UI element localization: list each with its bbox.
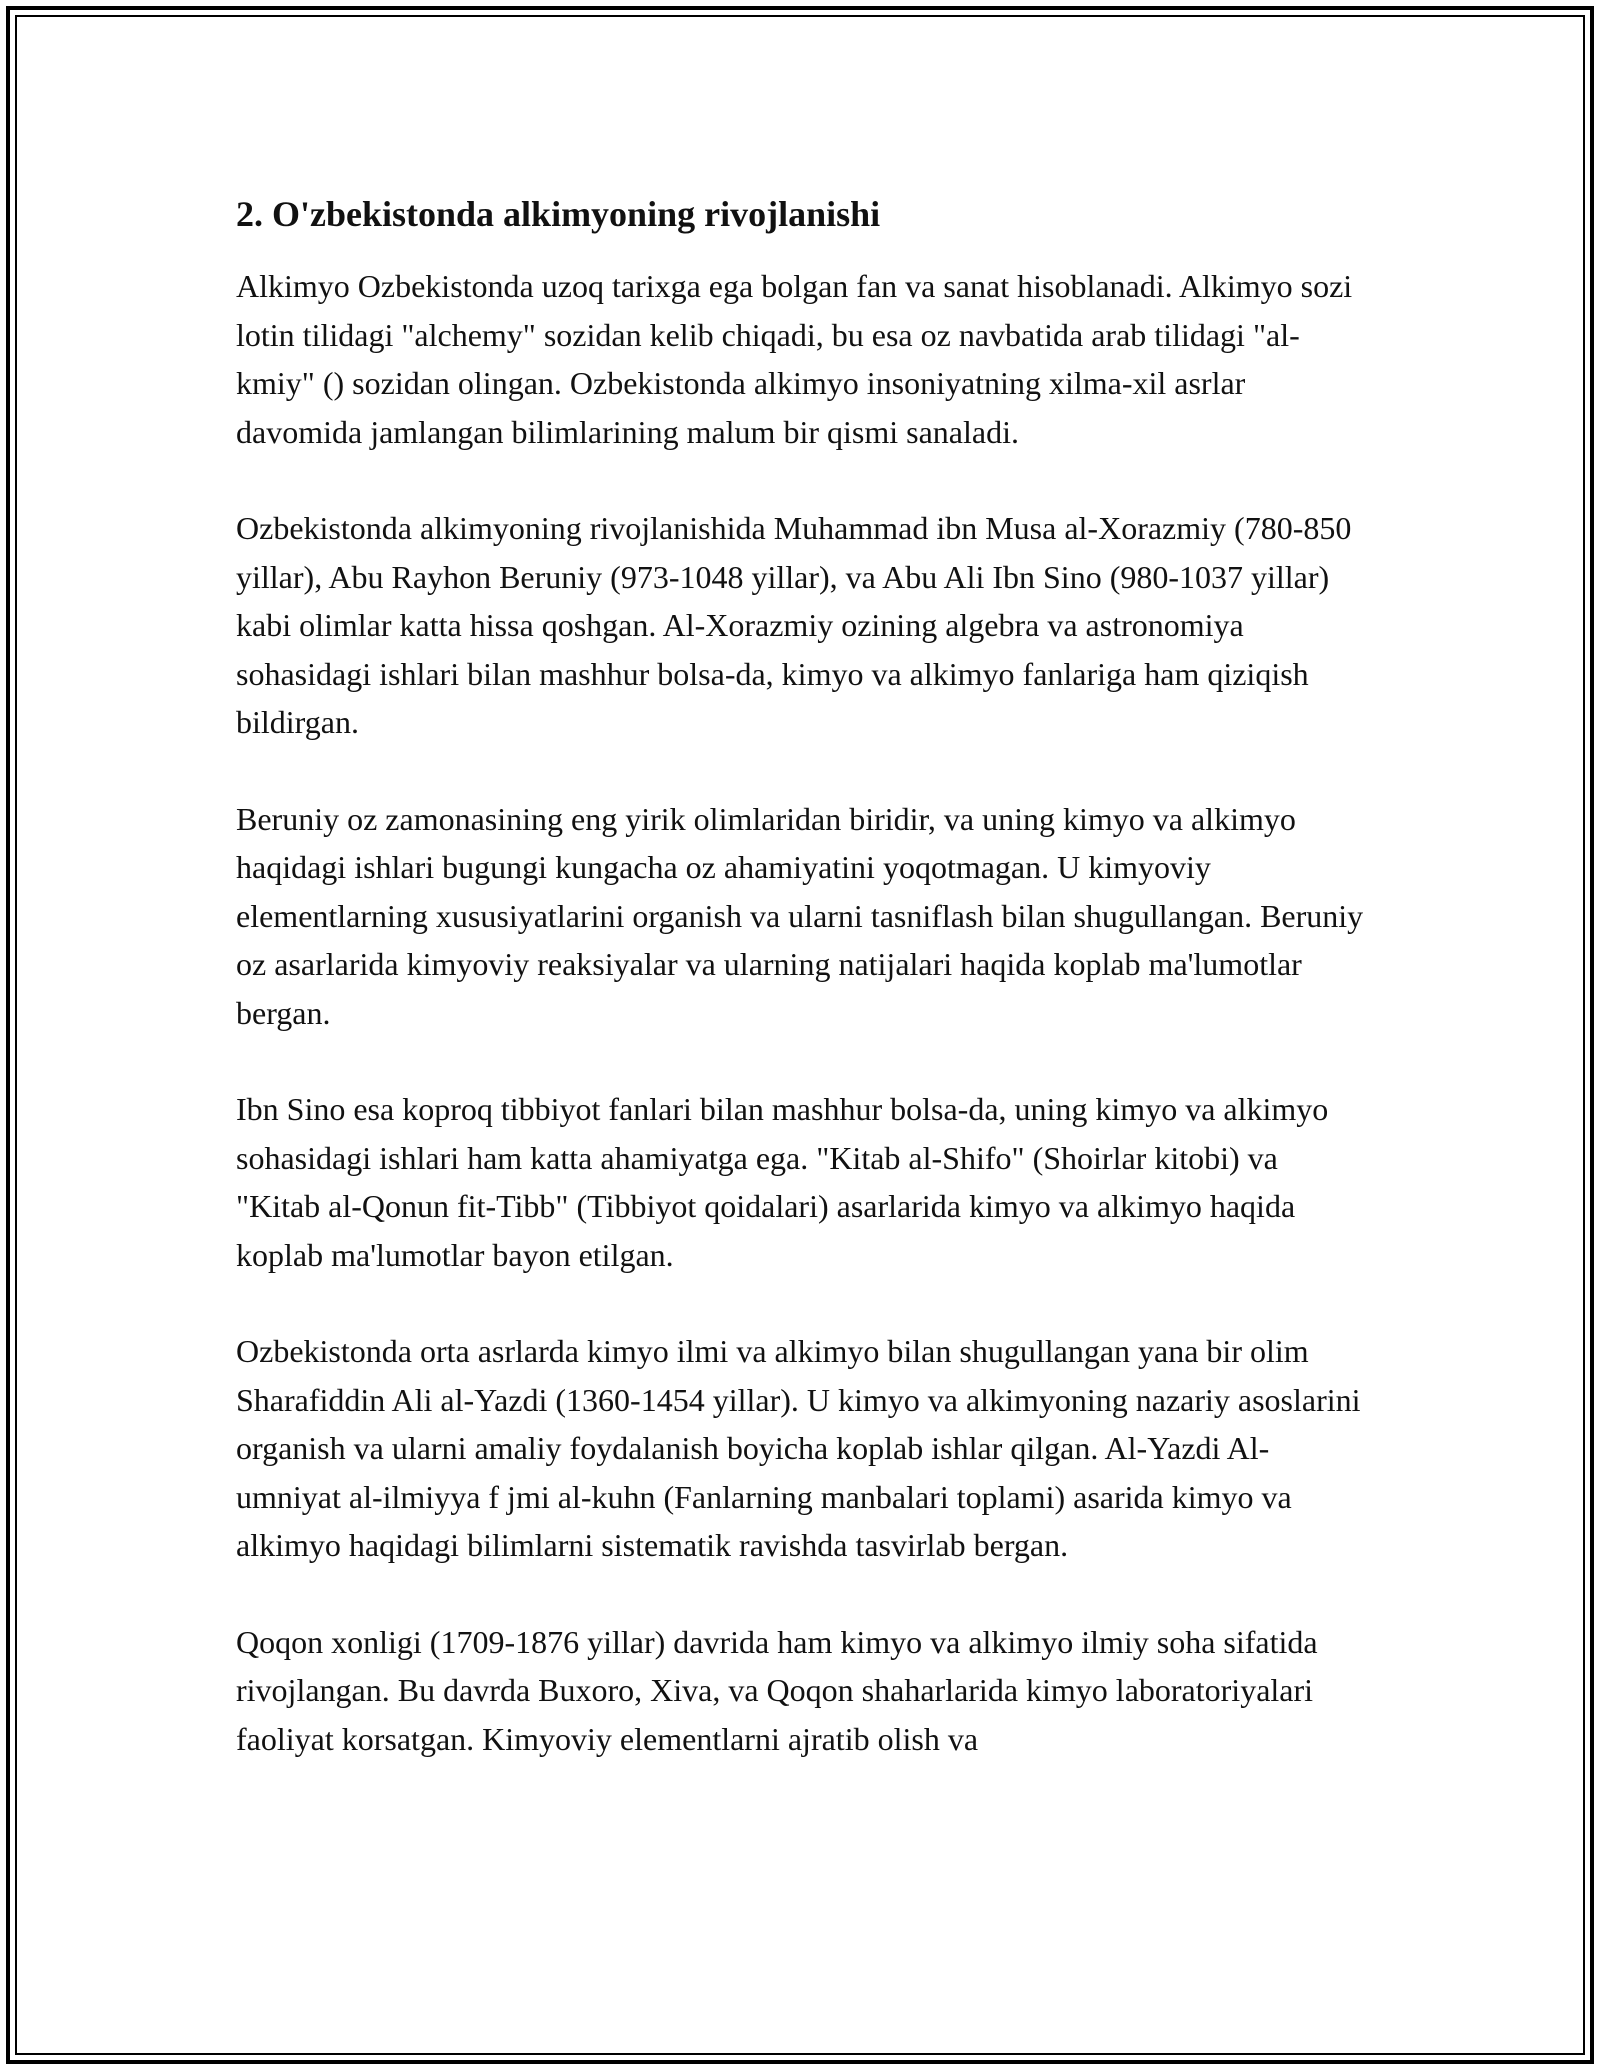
section-heading: 2. O'zbekistonda alkimyoning rivojlanishi [236,194,881,234]
paragraph-al-yazdi: Ozbekistonda orta asrlarda kimyo ilmi va alkimyo bilan shugullangan yana bir olim Sharafiddin Ali al-Yazdi (1360-1454 yillar). U kimyo va alkimyoning nazariy asoslarini organish va ularni amaliy foydalanish boyicha koplab ishlar qilgan. Al-Yazdi Al-umniyat al-ilmiyya f jmi al-kuhn (Fanlarning manbalari toplami) asarida kimyo va alkimyo haqidagi bilimlarni sistematik ravishda tasvirlab bergan. [236,1333,1361,1563]
paragraph-scholars: Ozbekistonda alkimyoning rivojlanishida Muhammad ibn Musa al-Xorazmiy (780-850 yillar), Abu Rayhon Beruniy (973-1048 yillar), va Abu Ali Ibn Sino (980-1037 yillar) kabi olimlar katta hissa qoshgan. Al-Xorazmiy ozining algebra va astronomiya sohasidagi ishlari bilan mashhur bolsa-da, kimyo va alkimyo fanlariga ham qiziqish bildirgan. [236,510,1352,740]
document-body [236,186,1366,1811]
paragraph-intro: Alkimyo Ozbekistonda uzoq tarixga ega bolgan fan va sanat hisoblanadi. Alkimyo sozi lotin tilidagi "alchemy" sozidan kelib chiqadi, bu esa oz navbatida arab tilidagi "al-kmiy" () sozidan olingan. Ozbekistonda alkimyo insoniyatning xilma-xil asrlar davomida jamlangan bilimlarining malum bir qismi sanaladi. [236,268,1353,450]
paragraph-beruniy: Beruniy oz zamonasining eng yirik olimlaridan biridir, va uning kimyo va alkimyo haqidagi ishlari bugungi kungacha oz ahamiyatini yoqotmagan. U kimyoviy elementlarning xususiyatlarini organish va ularni tasniflash bilan shugullangan. Beruniy oz asarlarida kimyoviy reaksiyalar va ularning natijalari haqida koplab ma'lumotlar bergan. [236,800,1364,1031]
paragraph-qoqon: Qoqon xonligi (1709-1876 yillar) davrida ham kimyo va alkimyo ilmiy soha sifatida rivojlangan. Bu davrda Buxoro, Xiva, va Qoqon shaharlarida kimyo laboratoriyalari faoliyat korsatgan. Kimyoviy elementlarni ajratib olish va [236,1623,1318,1757]
paragraph-ibn-sino: Ibn Sino esa koproq tibbiyot fanlari bilan mashhur bolsa-da, uning kimyo va alkimyo sohasidagi ishlari ham katta ahamiyatga ega. "Kitab al-Shifo" (Shoirlar kitobi) va "Kitab al-Qonun fit-Tibb" (Tibbiyot qoidalari) asarlarida kimyo va alkimyo haqida koplab ma'lumotlar bayon etilgan. [236,1091,1329,1273]
